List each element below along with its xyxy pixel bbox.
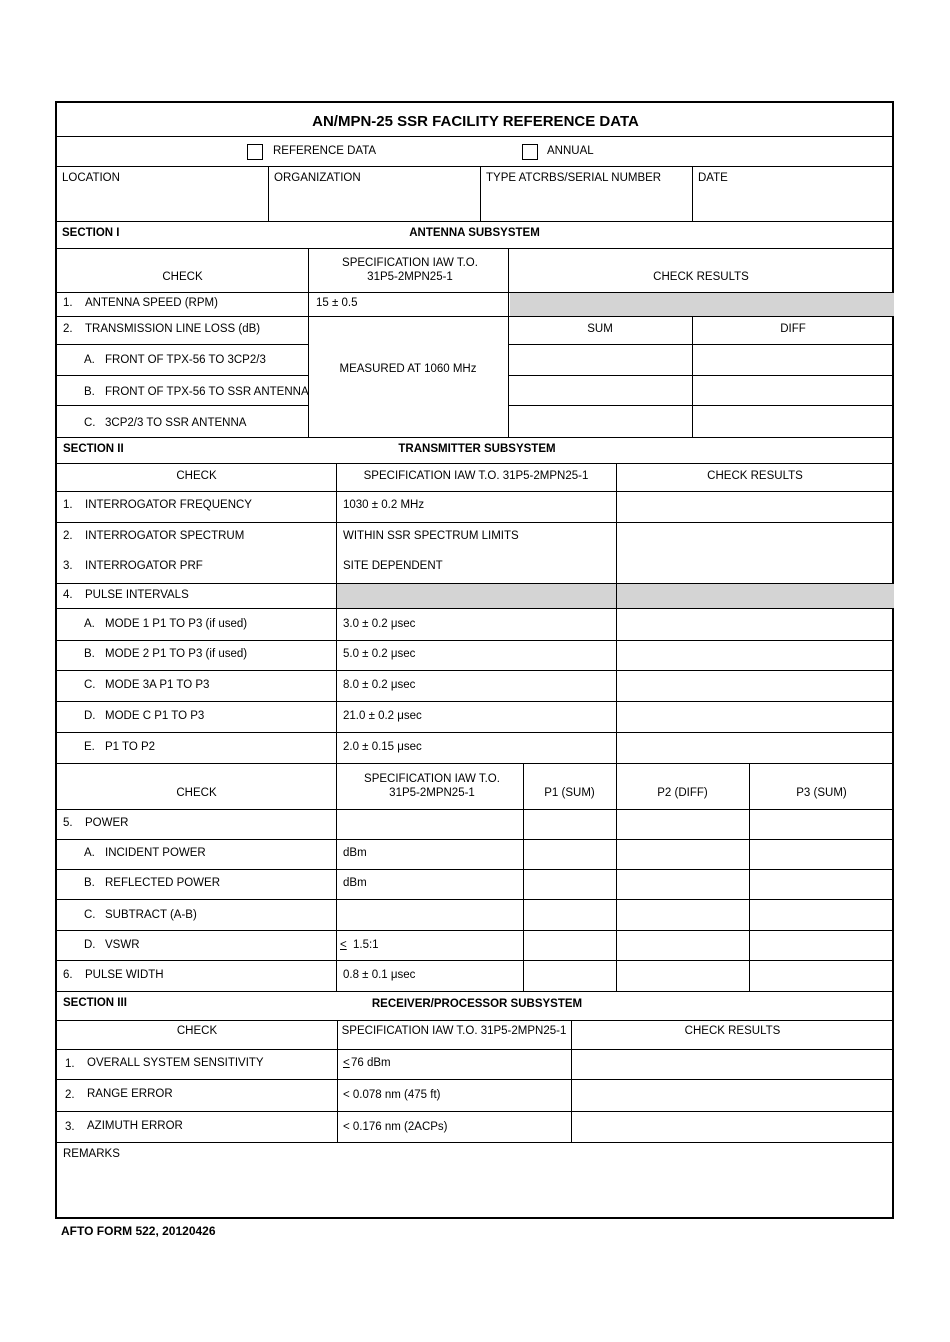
- row-number: 3.: [65, 1121, 75, 1133]
- column-header: DIFF: [780, 323, 806, 335]
- column-header: P1 (SUM): [544, 787, 595, 799]
- row-number: 2.: [63, 323, 73, 335]
- spec-value: MEASURED AT 1060 MHz: [339, 363, 477, 375]
- section-label: SECTION II: [63, 443, 124, 455]
- grid-line-h: [57, 583, 894, 584]
- section-label: SECTION I: [62, 227, 120, 239]
- row-number: D.: [84, 710, 96, 722]
- row-label: REFLECTED POWER: [105, 877, 221, 889]
- row-label: TRANSMISSION LINE LOSS (dB): [85, 323, 261, 335]
- spec-value: 0.8 ± 0.1 μsec: [343, 969, 416, 981]
- row-number: B.: [84, 877, 95, 889]
- section-title: ANTENNA SUBSYSTEM: [409, 227, 540, 239]
- grid-line-h: [57, 899, 894, 900]
- shaded-cell: [510, 293, 894, 316]
- row-label: INTERROGATOR SPECTRUM: [85, 530, 245, 542]
- row-label: MODE 2 P1 TO P3 (if used): [105, 648, 248, 660]
- row-label: INTERROGATOR PRF: [85, 560, 203, 572]
- row-label: 3CP2/3 TO SSR ANTENNA: [105, 417, 247, 429]
- spec-value: 1030 ± 0.2 MHz: [343, 499, 425, 511]
- row-label: RANGE ERROR: [87, 1088, 173, 1100]
- column-header: CHECK: [176, 470, 217, 482]
- row-label: SUBTRACT (A-B): [105, 909, 197, 921]
- row-label: PULSE WIDTH: [85, 969, 164, 981]
- row-label: VSWR: [105, 939, 140, 951]
- row-label: MODE C P1 TO P3: [105, 710, 205, 722]
- grid-line-h: [57, 136, 894, 137]
- column-header: SUM: [587, 323, 613, 335]
- grid-line-v: [308, 248, 309, 437]
- column-header: SPECIFICATION IAW T.O. 31P5-2MPN25-1: [363, 470, 589, 482]
- grid-line-h: [57, 292, 894, 293]
- column-header: CHECK: [176, 787, 217, 799]
- grid-line-v: [268, 166, 269, 221]
- section-label: SECTION III: [63, 997, 127, 1009]
- column-header: CHECK: [176, 1025, 218, 1037]
- organization-field-label: ORGANIZATION: [274, 172, 361, 184]
- row-number: B.: [84, 648, 95, 660]
- grid-line-h: [57, 344, 308, 345]
- grid-line-v: [336, 463, 337, 991]
- spec-value: 21.0 ± 0.2 μsec: [343, 710, 422, 722]
- grid-line-h: [57, 405, 308, 406]
- row-number: 5.: [63, 817, 73, 829]
- spec-value: 2.0 ± 0.15 μsec: [343, 741, 422, 753]
- grid-line-h: [57, 1079, 894, 1080]
- grid-line-v: [480, 166, 481, 221]
- row-number: A.: [84, 354, 95, 366]
- row-label: FRONT OF TPX-56 TO 3CP2/3: [105, 354, 266, 366]
- spec-symbol: <: [343, 1057, 350, 1069]
- grid-line-h: [57, 522, 894, 523]
- column-header: CHECK RESULTS: [653, 271, 749, 283]
- spec-value: WITHIN SSR SPECTRUM LIMITS: [343, 530, 519, 542]
- grid-line-h: [508, 375, 894, 376]
- row-label: POWER: [85, 817, 129, 829]
- annual-label: ANNUAL: [547, 145, 594, 157]
- row-number: 4.: [63, 589, 73, 601]
- column-header: CHECK: [162, 271, 203, 283]
- remarks-label: REMARKS: [63, 1148, 120, 1160]
- row-number: 2.: [63, 530, 73, 542]
- grid-line-h: [57, 316, 894, 317]
- grid-line-v: [692, 166, 693, 221]
- facility-reference-form: [55, 101, 894, 1219]
- row-label: ANTENNA SPEED (RPM): [85, 297, 218, 309]
- grid-line-h: [57, 701, 894, 702]
- row-label: INTERROGATOR FREQUENCY: [85, 499, 252, 511]
- spec-symbol: <: [340, 939, 347, 951]
- spec-value: < 0.078 nm (475 ft): [343, 1089, 441, 1101]
- row-label: FRONT OF TPX-56 TO SSR ANTENNA: [105, 386, 309, 398]
- form-title: AN/MPN-25 SSR FACILITY REFERENCE DATA: [312, 113, 639, 130]
- grid-line-h: [57, 839, 894, 840]
- shaded-cell: [337, 583, 616, 608]
- grid-line-h: [57, 1020, 894, 1021]
- spec-value: dBm: [343, 847, 367, 859]
- shaded-cell: [617, 583, 894, 608]
- grid-line-h: [508, 405, 894, 406]
- grid-line-h: [57, 248, 894, 249]
- spec-value: 76 dBm: [351, 1057, 391, 1069]
- column-header: CHECK RESULTS: [684, 1025, 781, 1037]
- annual-checkbox[interactable]: [522, 144, 538, 160]
- column-header: P3 (SUM): [796, 787, 847, 799]
- location-field-label: LOCATION: [62, 172, 120, 184]
- spec-value: < 0.176 nm (2ACPs): [343, 1121, 448, 1133]
- section-title: TRANSMITTER SUBSYSTEM: [398, 443, 556, 455]
- row-label: MODE 3A P1 TO P3: [105, 679, 210, 691]
- spec-value: dBm: [343, 877, 367, 889]
- spec-value: 1.5:1: [353, 939, 379, 951]
- spec-value: 15 ± 0.5: [316, 297, 358, 309]
- row-number: D.: [84, 939, 96, 951]
- grid-line-h: [57, 491, 894, 492]
- type-serial-field-label: TYPE ATCRBS/SERIAL NUMBER: [486, 172, 662, 184]
- grid-line-h: [57, 869, 894, 870]
- grid-line-h: [57, 463, 894, 464]
- column-header: SPECIFICATION IAW T.O. 31P5-2MPN25-1: [342, 257, 478, 283]
- row-label: INCIDENT POWER: [105, 847, 206, 859]
- grid-line-h: [57, 809, 894, 810]
- grid-line-h: [57, 166, 894, 167]
- row-number: 1.: [63, 499, 73, 511]
- column-header: SPECIFICATION IAW T.O. 31P5-2MPN25-1: [341, 1025, 567, 1037]
- grid-line-h: [57, 1142, 894, 1143]
- grid-line-h: [57, 991, 894, 992]
- reference-data-label: REFERENCE DATA: [273, 145, 377, 157]
- grid-line-h: [57, 930, 894, 931]
- date-field-label: DATE: [698, 172, 728, 184]
- grid-line-h: [57, 221, 894, 222]
- row-number: 1.: [65, 1058, 75, 1070]
- row-label: P1 TO P2: [105, 741, 156, 753]
- row-number: C.: [84, 417, 96, 429]
- grid-line-h: [57, 1111, 894, 1112]
- spec-value: SITE DEPENDENT: [343, 560, 443, 572]
- spec-value: 8.0 ± 0.2 μsec: [343, 679, 416, 691]
- column-header: CHECK RESULTS: [707, 470, 803, 482]
- grid-line-h: [508, 344, 894, 345]
- form-number: AFTO FORM 522, 20120426: [61, 1224, 216, 1238]
- grid-line-h: [57, 640, 894, 641]
- row-number: A.: [84, 847, 95, 859]
- row-number: 2.: [65, 1089, 75, 1101]
- grid-line-h: [57, 670, 894, 671]
- row-number: 3.: [63, 560, 73, 572]
- grid-line-h: [57, 732, 894, 733]
- column-header: SPECIFICATION IAW T.O. 31P5-2MPN25-1: [364, 773, 500, 799]
- section-title: RECEIVER/PROCESSOR SUBSYSTEM: [371, 998, 583, 1010]
- column-header: P2 (DIFF): [657, 787, 708, 799]
- row-number: B.: [84, 386, 95, 398]
- row-label: AZIMUTH ERROR: [87, 1120, 183, 1132]
- grid-line-h: [57, 375, 308, 376]
- row-number: 6.: [63, 969, 73, 981]
- row-number: E.: [84, 741, 95, 753]
- grid-line-h: [57, 960, 894, 961]
- row-number: C.: [84, 679, 96, 691]
- row-label: MODE 1 P1 TO P3 (if used): [105, 618, 248, 630]
- grid-line-h: [57, 1049, 894, 1050]
- row-label: PULSE INTERVALS: [85, 589, 189, 601]
- spec-value: 5.0 ± 0.2 μsec: [343, 648, 416, 660]
- grid-line-h: [57, 763, 894, 764]
- reference-data-checkbox[interactable]: [247, 144, 263, 160]
- grid-line-h: [57, 437, 894, 438]
- row-label: OVERALL SYSTEM SENSITIVITY: [87, 1057, 264, 1069]
- grid-line-h: [57, 608, 894, 609]
- grid-line-v: [616, 463, 617, 809]
- row-number: C.: [84, 909, 96, 921]
- spec-value: 3.0 ± 0.2 μsec: [343, 618, 416, 630]
- row-number: 1.: [63, 297, 73, 309]
- row-number: A.: [84, 618, 95, 630]
